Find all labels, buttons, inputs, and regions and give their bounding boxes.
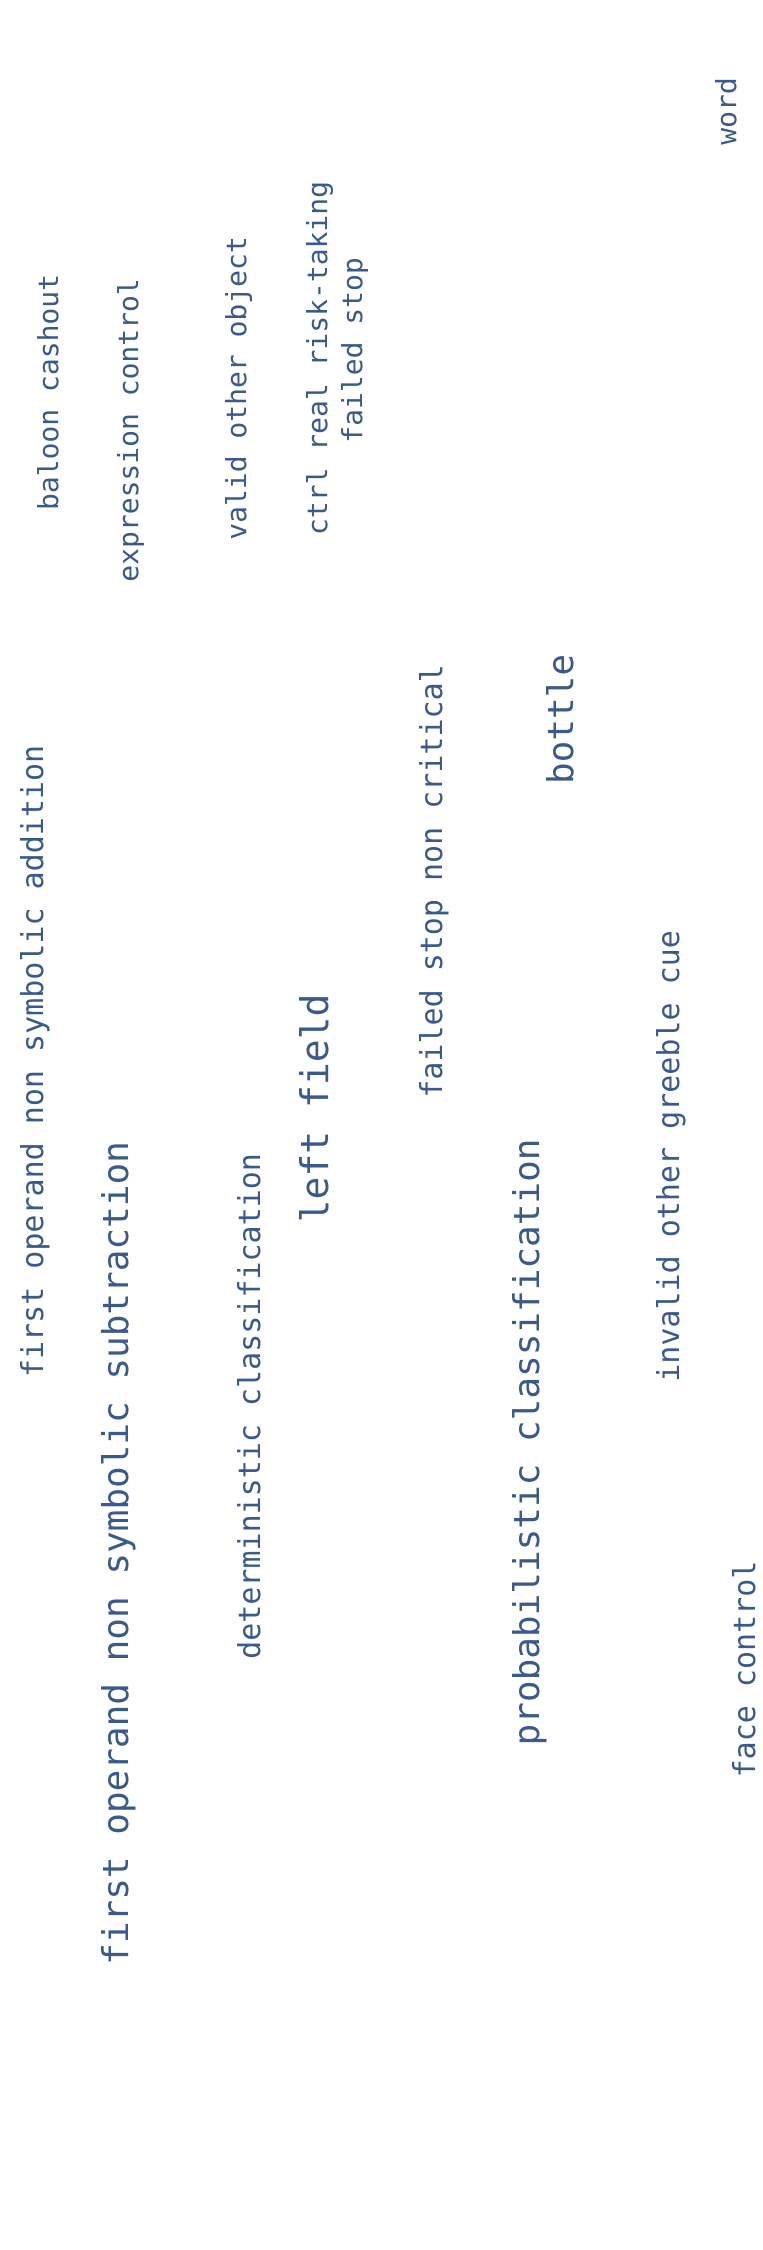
word-left-field: left field [293, 993, 337, 1223]
word-deterministic-classification: deterministic classification [233, 1153, 268, 1659]
word-invalid-other-greeble-cue: invalid other greeble cue [652, 930, 687, 1382]
word-first-operand-non-symbolic-subtraction: first operand non symbolic subtraction [96, 1141, 137, 1965]
word-word: word [710, 77, 743, 145]
word-expression-control: expression control [112, 278, 145, 582]
word-ctrl-real-risk-taking: ctrl real risk-taking [301, 180, 334, 536]
word-valid-other-object: valid other object [220, 236, 253, 540]
word-first-operand-non-symbolic-addition: first operand non symbolic addition [16, 744, 51, 1378]
word-bottle: bottle [541, 653, 582, 785]
word-face-control: face control [728, 1560, 763, 1778]
word-failed-stop: failed stop [336, 257, 369, 443]
word-probabilistic-classification: probabilistic classification [507, 1138, 548, 1746]
word-failed-stop-non-critical: failed stop non critical [415, 664, 450, 1098]
word-baloon-cashout: baloon cashout [32, 273, 65, 511]
